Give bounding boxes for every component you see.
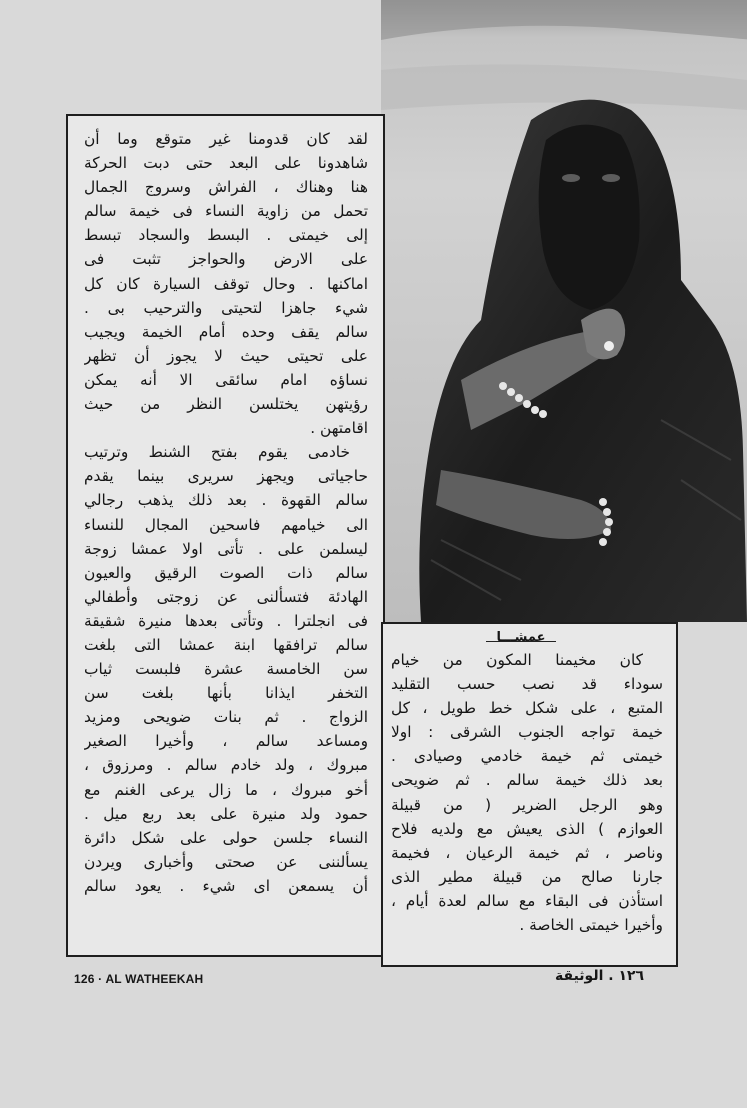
- right-column-text: [391, 648, 663, 963]
- text-line: سالم القهوة . بعد ذلك يذهب رجالي: [84, 491, 368, 510]
- text-line: جارنا صالح من قبيلة مطير الذى: [391, 867, 663, 886]
- text-line: نساؤه امام سائقى الا أنه يمكن: [84, 370, 368, 389]
- text-line: فى انجلترا . وتأتى بعدها منيرة شقيقة: [84, 611, 368, 630]
- text-line: وهو الرجل الضرير ( من قبيلة: [391, 795, 663, 814]
- text-line: على الارض والحواجز تثبت فى: [84, 250, 368, 269]
- text-line: الزواج . ثم بنات ضويحى ومزيد: [84, 708, 368, 727]
- text-line: سوداء قد نصب حسب التقليد: [391, 675, 663, 694]
- text-line: خادمى يقوم بفتح الشنط وترتيب: [84, 443, 350, 462]
- text-line: حاجياتى ويجهز سريرى بينما يقدم: [84, 467, 368, 486]
- page-number-arabic: ١٢٦ . الوثيقة: [555, 968, 645, 984]
- text-line: سالم ترافقها ابنة عمشا التى بلغت: [84, 635, 368, 654]
- text-line: الهادئة فتسألنى عن زوجتى وأطفالي: [84, 587, 368, 606]
- text-line: أخو مبروك ، ما زال يرعى الغنم مع: [84, 780, 368, 799]
- text-line: سالم يقف وحده أمام الخيمة ويجيب: [84, 322, 368, 341]
- text-line: حمود ولد منيرة على بعد ربع ميل .: [84, 804, 368, 823]
- text-line: يسألننى عن صحتى وأخبارى ويردن: [84, 852, 368, 871]
- text-line: مبروك ، ولد خادم سالم . ومرزوق ،: [84, 756, 368, 775]
- text-line: على تحيتى حيث لا يجوز أن تظهر: [84, 346, 368, 365]
- text-line: أن يسمعن اى شيء . يعود سالم: [84, 876, 368, 895]
- text-line: سن الخامسة عشرة فلبست ثياب: [84, 660, 368, 679]
- text-line: سالم ذات الصوت الرقيق والعيون: [84, 563, 368, 582]
- text-line: ومساعد سالم ، وأخيرا الصغير: [84, 732, 368, 751]
- left-column-text: [84, 127, 368, 953]
- photo-illustration: [381, 0, 747, 622]
- text-line: اماكنها . وحال توقف السيارة كان كل: [84, 274, 368, 293]
- text-line: هنا وهناك ، الفراش وسروج الجمال: [84, 178, 368, 197]
- text-line: العوازم ) الذى يعيش مع ولديه فلاح: [391, 819, 663, 838]
- text-line: خيمتى ثم خيمة خادمي وصيادى .: [391, 747, 663, 766]
- text-line: النساء جلسن حولى على شكل دائرة: [84, 828, 368, 847]
- caption-underline: [486, 641, 556, 642]
- text-line: شيء جاهزا لتحيتى والترحيب بى .: [84, 298, 368, 317]
- text-line: وأخيرا خيمتى الخاصة .: [519, 916, 663, 935]
- text-line: وناصر ، ثم خيمة الرعيان ، فخيمة: [391, 843, 663, 862]
- text-line: خيمة تواجه الجنوب الشرقى : اولا: [391, 723, 663, 742]
- photo-caption: عمشـــا: [496, 630, 546, 645]
- text-line: اقامتهن .: [310, 419, 368, 438]
- text-line: استأذن فى البقاء مع سالم لعدة أيام ،: [391, 891, 663, 910]
- text-line: الى خيامهم فاسحين المجال للنساء: [84, 515, 368, 534]
- text-line: ليسلمن على . تأتى اولا عمشا زوجة: [84, 539, 368, 558]
- photo-veiled-woman: [381, 0, 747, 622]
- text-line: بعد ذلك خيمة سالم . ثم ضويحى: [391, 771, 663, 790]
- text-line: التخفر ايذانا بأنها بلغت سن: [84, 684, 368, 703]
- text-line: تحمل من زاوية النساء فى خيمة سالم: [84, 202, 368, 221]
- text-line: لقد كان قدومنا غير متوقع وما أن: [84, 130, 368, 148]
- text-line: شاهدونا على البعد حتى دبت الحركة: [84, 154, 368, 173]
- text-line: المتبع ، على شكل خط طويل ، كل: [391, 699, 663, 718]
- text-line: إلى خيمتى . البسط والسجاد تبسط: [84, 226, 368, 245]
- text-line: كان مخيمنا المكون من خيام: [391, 651, 643, 669]
- text-line: رؤيتهن يختلسن النظر من حيث: [84, 395, 368, 414]
- page-number-english: 126 · AL WATHEEKAH: [74, 972, 204, 986]
